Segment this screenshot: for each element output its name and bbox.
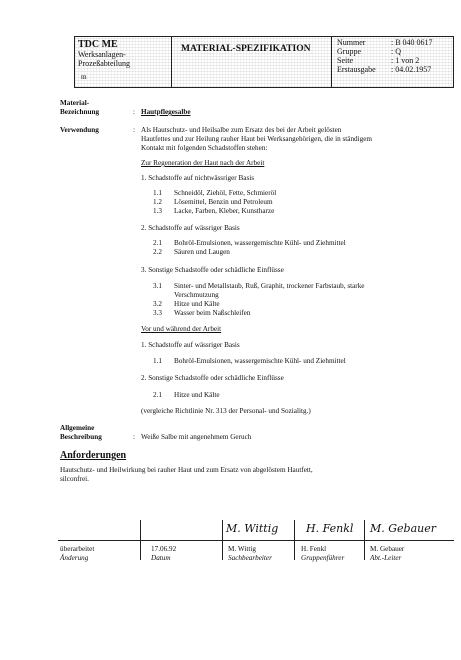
document-title: MATERIAL-SPEZIFIKATION: [181, 44, 311, 54]
department-code: m: [81, 73, 87, 81]
item-text: Hitze und Kälte: [174, 391, 220, 399]
department-line-1: Werksanlagen-: [78, 50, 126, 59]
meta-value-number: : B 040 0617: [391, 38, 433, 47]
verwendung-line-1: Als Hautschutz- und Heilsalbe zum Ersatz des bei der Arbeit gelösten: [141, 126, 342, 134]
material-label-2: Bezeichnung: [60, 108, 100, 116]
footer-group-leader-name: H. Fenkl: [301, 545, 327, 553]
signature-wittig: M. Wittig: [226, 522, 279, 535]
footer-separator: [140, 520, 141, 560]
during-note: (vergleiche Richtlinie Nr. 313 der Personal- und Sozialitg.): [141, 407, 311, 415]
footer-separator: [294, 520, 295, 560]
anforderungen-line-2: silconfrei.: [60, 475, 89, 483]
item-text: Bohröl-Emulsionen, wassergemischte Kühl- und Ziehmittel: [174, 357, 346, 365]
item-text: Sinter- und Metallstaub, Ruß, Graphit, trockener Farbstaub, starke: [174, 282, 365, 290]
item-text: Lösemittel, Benzin und Petroleum: [174, 198, 273, 206]
footer-group-leader-label: Gruppenführer: [301, 554, 345, 562]
item-text: Bohröl-Emulsionen, wassergemischte Kühl- und Ziehmittel: [174, 239, 346, 247]
item-num: 1.3: [153, 207, 162, 215]
footer-change-label: Änderung: [60, 554, 89, 562]
meta-label-page: Seite: [337, 56, 353, 65]
regeneration-heading: Zur Regeneration der Haut nach der Arbeit: [141, 159, 265, 167]
item-num: 3.3: [153, 309, 162, 317]
item-num: 1.1: [153, 189, 162, 197]
item-num: 1.1: [153, 357, 162, 365]
footer-divider: [58, 540, 454, 541]
during-group-2-title: 2. Sonstige Schadstoffe oder schädliche Einflüsse: [141, 374, 284, 382]
allgemein-label-2: Beschreibung: [60, 433, 102, 441]
header-title-cell: [171, 37, 332, 87]
signature-gebauer: M. Gebauer: [370, 522, 437, 535]
footer-date-value: 17.06.92: [151, 545, 177, 553]
during-heading: Vor und während der Arbeit: [141, 325, 222, 333]
meta-label-number: Nummer: [337, 38, 366, 47]
allgemein-colon: :: [133, 433, 135, 441]
footer-date-label: Datum: [151, 554, 171, 562]
footer-separator: [364, 520, 365, 560]
item-text: Wasser beim Naßschleifen: [174, 309, 251, 317]
material-label-1: Material-: [60, 99, 90, 107]
footer-clerk-label: Sachbearbeiter: [228, 554, 272, 562]
group-1-title: 1. Schadstoffe auf nichtwässriger Basis: [141, 174, 255, 182]
item-num: 3.1: [153, 282, 162, 290]
anforderungen-heading: Anforderungen: [60, 450, 127, 461]
item-text: Lacke, Farben, Kleber, Kunstharze: [174, 207, 275, 215]
group-2-title: 2. Schadstoffe auf wässriger Basis: [141, 224, 240, 232]
group-3-title: 3. Sonstige Schadstoffe oder schädliche Einflüsse: [141, 266, 284, 274]
anforderungen-line-1: Hautschutz- und Heilwirkung bei rauher Haut und zum Ersatz von abgelöstem Hautfett,: [60, 466, 313, 474]
meta-label-first-issue: Erstausgabe: [337, 65, 376, 74]
footer-revised: überarbeitet: [60, 545, 95, 553]
footer-clerk-name: M. Wittig: [228, 545, 256, 553]
meta-value-group: : Q: [391, 47, 401, 56]
document-header: [74, 36, 454, 88]
header-company-cell: [75, 37, 172, 87]
company-name: TDC ME: [78, 39, 118, 50]
item-num: 2.1: [153, 239, 162, 247]
item-num: 2.1: [153, 391, 162, 399]
item-num: 2.2: [153, 248, 162, 256]
verwendung-label: Verwendung: [60, 126, 99, 134]
during-group-1-title: 1. Schadstoffe auf wässriger Basis: [141, 341, 240, 349]
header-meta-cell: [331, 37, 453, 87]
material-colon: :: [133, 108, 135, 116]
item-text: Hitze und Kälte: [174, 300, 220, 308]
item-text: Verschmutzung: [174, 291, 219, 299]
verwendung-line-2: Hautfettes und zur Heilung rauher Haut bei Werksangehörigen, die in ständigem: [141, 135, 373, 143]
verwendung-colon: :: [133, 126, 135, 134]
department-line-2: Prozeßabteilung: [78, 59, 130, 68]
item-text: Schneidöl, Ziehöl, Fette, Schmieröl: [174, 189, 277, 197]
footer-separator: [222, 520, 223, 560]
item-text: Säuren und Laugen: [174, 248, 230, 256]
allgemein-label-1: Allgemeine: [60, 424, 95, 432]
allgemein-value: Weiße Salbe mit angenehmem Geruch: [141, 433, 252, 441]
meta-value-first-issue: : 04.02.1957: [391, 65, 432, 74]
verwendung-line-3: Kontakt mit folgenden Schadstoffen stehen:: [141, 144, 268, 152]
item-num: 1.2: [153, 198, 162, 206]
footer-head-name: M. Gebauer: [370, 545, 405, 553]
footer-head-label: Abt.-Leiter: [370, 554, 402, 562]
meta-value-page: : 1 von 2: [391, 56, 420, 65]
signature-fenkl: H. Fenkl: [306, 522, 354, 535]
material-value: Hautpflegesalbe: [141, 108, 191, 116]
meta-label-group: Gruppe: [337, 47, 361, 56]
item-num: 3.2: [153, 300, 162, 308]
